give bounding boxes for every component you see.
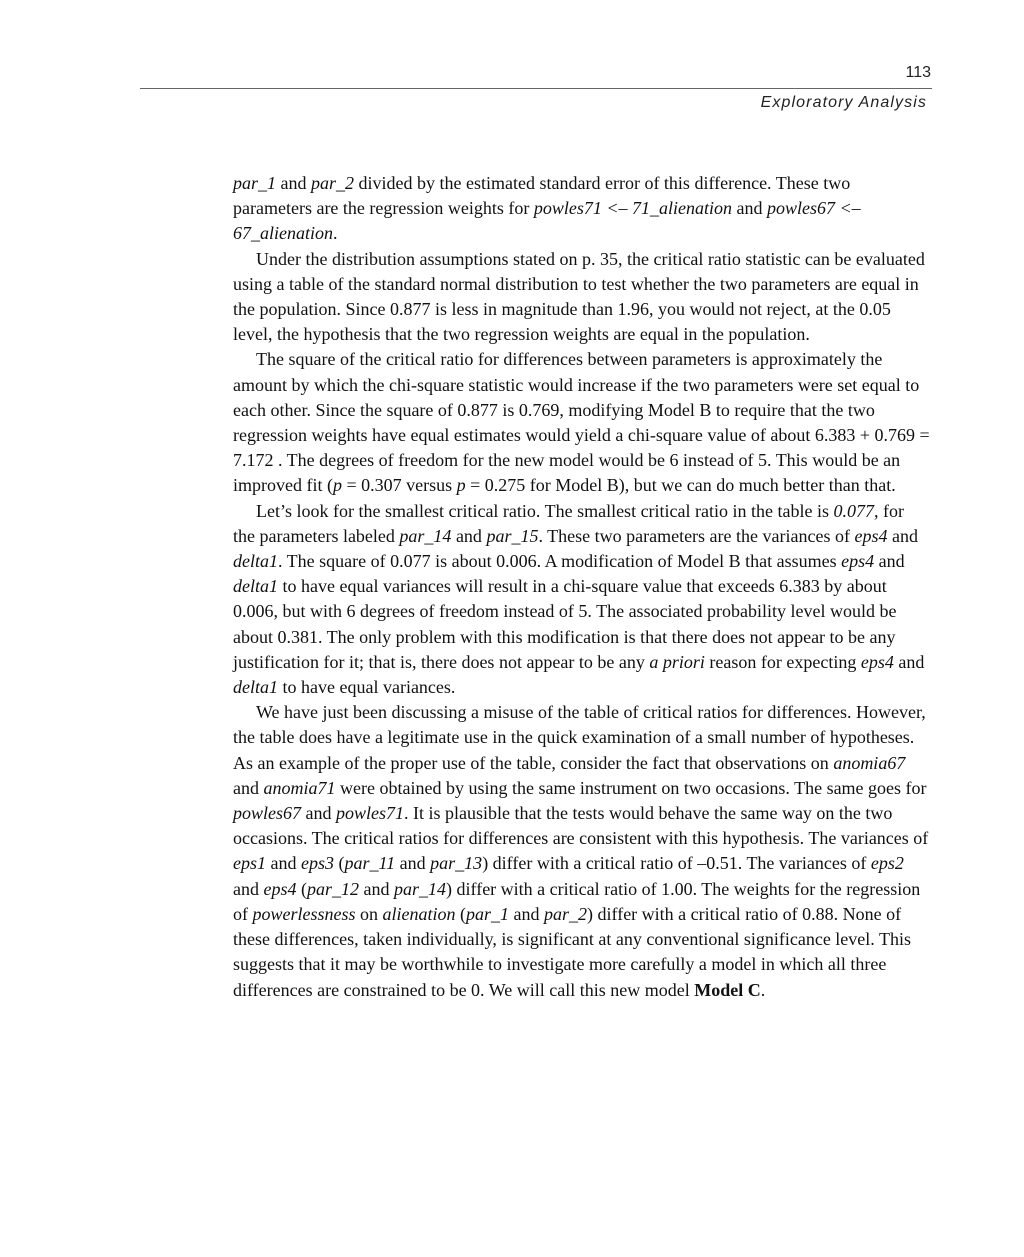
text-run: and [301,803,337,824]
text-run: and [266,853,301,874]
text-run: reason for expecting [704,651,861,672]
text-run: The square of the critical ratio for differences between parameters is approximately the amount by which the chi-square statistic would increase if the two parameters were set equal to each other. Since the square of 0.877 is 0.769, modifying Model B to require that the two regression weights have equal estimates would yield a chi-square value of about 6.383 + 0.769 = 7.172 . The degrees of freedom for the new model would be 6 instead of 5. This would be an improved fit ( [233,349,930,496]
text-run: ) differ with a critical ratio of 0.88. None of these differences, taken individually, is significant at any conventional significance level. This suggests that it may be worthwhile to investigate more carefully a model in which all three differences are constrained to be 0. We will call this new model [233,903,911,1000]
italic-term: delta1 [233,576,278,597]
text-run: ( [296,878,307,899]
text-run: ( [334,853,345,874]
text-run: and [509,903,545,924]
italic-term: par_2 [544,903,588,924]
text-run: ) differ with a critical ratio of 1.00. The weights for the regression of [233,878,921,924]
paragraph [233,347,930,498]
italic-term: eps4 [263,878,297,899]
italic-term: par_12 [307,878,360,899]
text-run: were obtained by using the same instrument on two occasions. The same goes for [335,777,927,798]
text-run: . [333,223,338,244]
italic-term: powerlessness [252,903,356,924]
paragraph [233,171,930,247]
italic-term: alienation [382,903,456,924]
paragraph [233,700,930,1002]
italic-term: par_1 [233,173,277,193]
italic-term: eps3 [301,853,334,874]
italic-term: par_2 [311,173,355,193]
text-run: and [233,878,264,899]
italic-term: powles67 <– 67_alienation [233,198,861,244]
text-run: . These two parameters are the variances of [538,525,855,546]
italic-term: eps4 [841,551,875,572]
text-run: ) differ with a critical ratio of –0.51. The variances of [482,853,871,874]
text-run: to have equal variances. [278,677,456,698]
italic-term: eps2 [870,853,904,874]
text-run: and [359,878,395,899]
bold-term: Model C [694,979,761,1000]
italic-term: eps4 [854,525,888,546]
italic-term: powles71 <– 71_alienation [533,198,733,219]
italic-term: powles71 [336,803,405,824]
text-run: divided by the estimated standard error of this difference. These two parameters are the regression weights for [233,173,851,219]
text-run: = 0.275 for Model B), but we can do much better than that. [465,475,896,496]
text-run: and [893,651,925,672]
italic-term: p [456,475,466,496]
italic-term: delta1 [233,677,278,698]
paragraph [233,247,930,348]
italic-term: powles67 [233,803,302,824]
text-run: ( [455,903,466,924]
italic-term: a priori [649,651,705,672]
text-run: on [355,903,383,924]
italic-term: 0.077 [833,500,874,521]
italic-term: par_14 [394,878,447,899]
text-run: and [451,525,487,546]
text-run: . [760,979,766,1000]
text-run: Under the distribution assumptions stated on p. 35, the critical ratio statistic can be evaluated using a table of the standard normal distribution to test whether the two parameters are equal in the population. Since 0.877 is less in magnitude than 1.96, you would not reject, at the 0.05 level, the hypothesis that the two regression weights are equal in the population. [233,248,925,345]
page-number: 113 [905,64,931,81]
text-run: and [276,173,312,193]
text-run: and [887,525,918,546]
italic-term: par_15 [486,525,539,546]
italic-term: anomia67 [833,752,906,773]
italic-term: par_14 [399,525,452,546]
text-run: . It is plausible that the tests would behave the same way on the two occasions. The critical ratios for differences are consistent with this hypothesis. The variances of [233,803,929,849]
italic-term: p [332,475,342,496]
text-run: to have equal variances will result in a chi-square value that exceeds 6.383 by about 0.006, but with 6 degrees of freedom instead of 5. The associated probability level would be about 0.381. The only problem with this modification is that there does not appear to be any justification for it; that is, there does not appear to be any [233,576,897,672]
body-text [233,171,930,1003]
text-run: and [233,777,264,798]
text-run: Let’s look for the smallest critical ratio. The smallest critical ratio in the table is [256,500,834,521]
italic-term: par_11 [344,853,396,874]
italic-term: eps4 [860,651,894,672]
text-run: . The square of 0.077 is about 0.006. A modification of Model B that assumes [278,551,842,572]
text-run: = 0.307 versus [341,475,457,496]
italic-term: delta1 [233,551,278,572]
italic-term: anomia71 [263,777,336,798]
header-rule [140,88,932,89]
text-run: and [874,551,905,572]
text-run: and [395,853,431,874]
italic-term: par_1 [466,903,510,924]
text-run: We have just been discussing a misuse of the table of critical ratios for differences. However, the table does have a legitimate use in the quick examination of a small number of hypotheses. As an example of the proper use of the table, consider the fact that observations on [233,702,926,773]
paragraph [233,499,930,701]
italic-term: par_13 [430,853,483,874]
text-run: and [732,198,768,219]
text-run: , for the parameters labeled [233,500,904,546]
italic-term: eps1 [233,853,266,874]
running-head: Exploratory Analysis [760,94,927,111]
